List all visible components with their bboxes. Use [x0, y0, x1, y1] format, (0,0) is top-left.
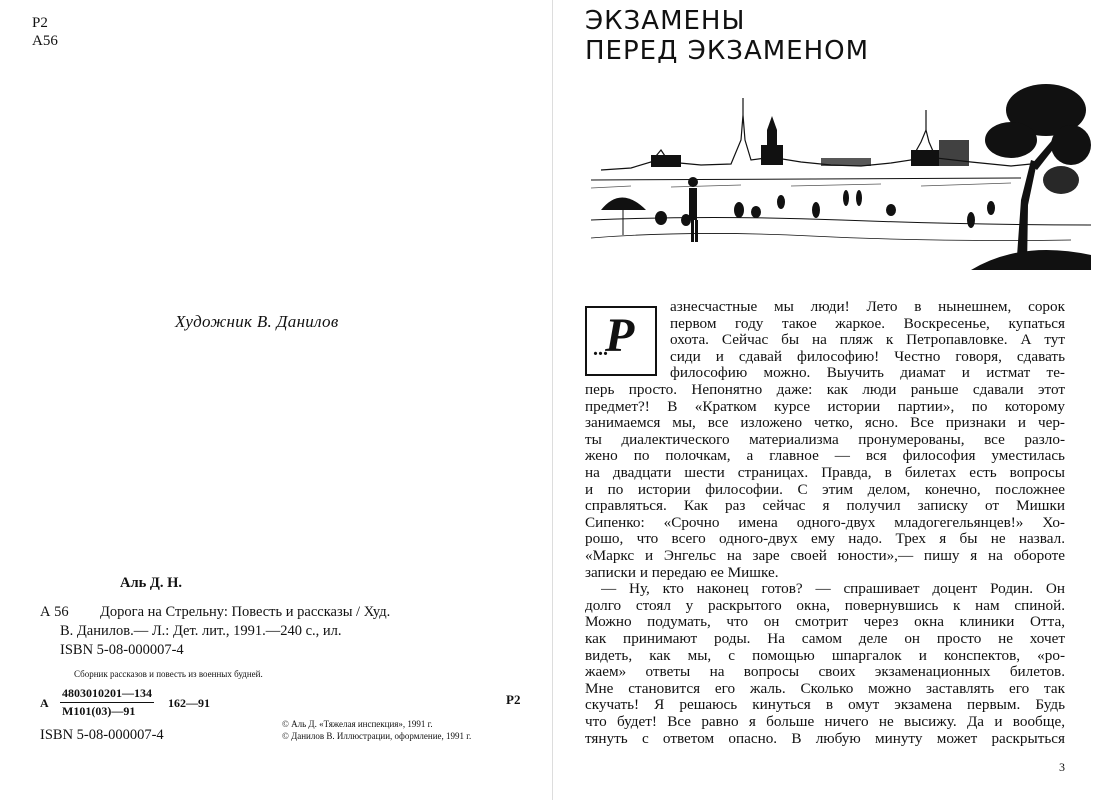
text-line: что будет! Все равно я больше ничего не высижу. Да и вообще,: [585, 713, 1065, 730]
text-line: предмет?! В «Кратком курсе истории партии», по которому: [585, 397, 1065, 415]
text-line: жено по полочкам, а главное — вся философия уместилась: [585, 447, 1065, 465]
text-line: на двадцати шести страницах. Правда, в билетах есть вопросы: [585, 464, 1065, 481]
code-class: Р2: [506, 692, 521, 707]
artist-credit: Художник В. Данилов: [175, 312, 339, 331]
text-line: ты диалектического материализма пронумерованы, все разло-: [585, 430, 1065, 448]
text-line: занимаемся мы, все изложено четко, ясно. Все признаки и чер-: [585, 414, 1065, 432]
text-line: охота. Сейчас бы на пляж к Петропавловке. А тут: [670, 331, 1065, 349]
text-line: азнесчастные мы люди! Лето в нынешнем, сорок: [670, 298, 1065, 315]
code-denominator: М101(03)—91: [62, 704, 136, 718]
corner-line: Р2: [32, 15, 48, 31]
copyright-line: © Аль Д. «Тяжелая инспекция», 1991 г.: [282, 719, 433, 729]
code-letter: А: [40, 696, 49, 710]
text-line: первом году такое жаркое. Воскресенье, купаться: [670, 314, 1065, 332]
drop-cap-letter: Р: [605, 309, 635, 362]
text-line: жаем» ответы на вопросы своих экзаменационных билетов.: [585, 663, 1065, 681]
code-fraction: [60, 686, 154, 719]
copyright-block: [282, 718, 471, 742]
biblio-annotation: Сборник рассказов и повесть из военных будней.: [74, 669, 263, 679]
text-line: философию можно. Выучить диамат и истмат те-: [670, 364, 1065, 382]
text-line: сиди и сдавай философию! Честно говоря, сдавать: [670, 347, 1065, 365]
text-line: и по истории философии. С этим делом, конечно, посложнее: [585, 480, 1065, 498]
text-line: рошо, что всего одного-двух ему надо. Трех я бы не назвал.: [585, 530, 1065, 548]
page-number: 3: [1059, 760, 1065, 774]
biblio-line: В. Данилов.— Л.: Дет. лит., 1991.—240 с., ил.: [60, 623, 342, 639]
isbn: ISBN 5-08-000007-4: [40, 727, 164, 743]
text-line: долго стоял у раскрытого окна, повернувшись к нам спиной.: [585, 596, 1065, 614]
corner-line: А56: [32, 33, 58, 49]
classification-marks: [32, 14, 58, 50]
text-line: Мне становится его жаль. Сколько можно заставлять его так: [585, 679, 1065, 697]
text-line: перь просто. Непонятно даже: как люди раньше сдавали этот: [585, 381, 1065, 398]
title-line: ЭКЗАМЕНЫ: [585, 6, 746, 36]
code-tail: 162—91: [168, 696, 210, 710]
code-numerator: 4803010201—134: [60, 686, 154, 703]
author-name: Аль Д. Н.: [120, 575, 183, 591]
text-line: — Ну, кто наконец готов? — спрашивает доцент Родин. Он: [601, 580, 1065, 598]
title-line: ПЕРЕД ЭКЗАМЕНОМ: [585, 36, 870, 66]
text-line: записки и передаю ее Мишке.: [585, 563, 779, 581]
body-text: [553, 0, 1106, 760]
text-line: тянуть с ответом опасно. В любую минуту может раскрыться: [585, 729, 1065, 747]
copyright-line: © Данилов В. Иллюстрации, оформление, 1991 г.: [282, 731, 472, 741]
text-line: скучать! Я решаюсь кинуться в омут экзамена первым. Будь: [585, 696, 1065, 714]
text-line: видеть, как мы, с помощью шпаргалок и конспектов, «ро-: [585, 646, 1065, 664]
text-line: справляться. Как раз сейчас я получил записку от Мишки: [585, 497, 1065, 515]
biblio-index: А 56: [40, 604, 69, 620]
biblio-line: [40, 603, 390, 622]
text-line: как принимают роды. На самом деле он просто не хочет: [585, 630, 1065, 647]
text-line: «Маркс и Энгельс на заре своей юности»,— пишу я на обороте: [585, 547, 1065, 564]
right-page: [553, 0, 1106, 800]
drop-cap-dots: ...: [593, 338, 608, 360]
text-line: Сипенко: «Срочно имена одного-двух младогегельянцев!» Хо-: [585, 513, 1065, 531]
biblio-isbn: ISBN 5-08-000007-4: [60, 642, 184, 658]
text-line: Можно подумать, что он смотрит через окна клиники Отта,: [585, 613, 1065, 631]
biblio-title: Дорога на Стрельну: Повесть и рассказы / Худ.: [100, 604, 391, 620]
